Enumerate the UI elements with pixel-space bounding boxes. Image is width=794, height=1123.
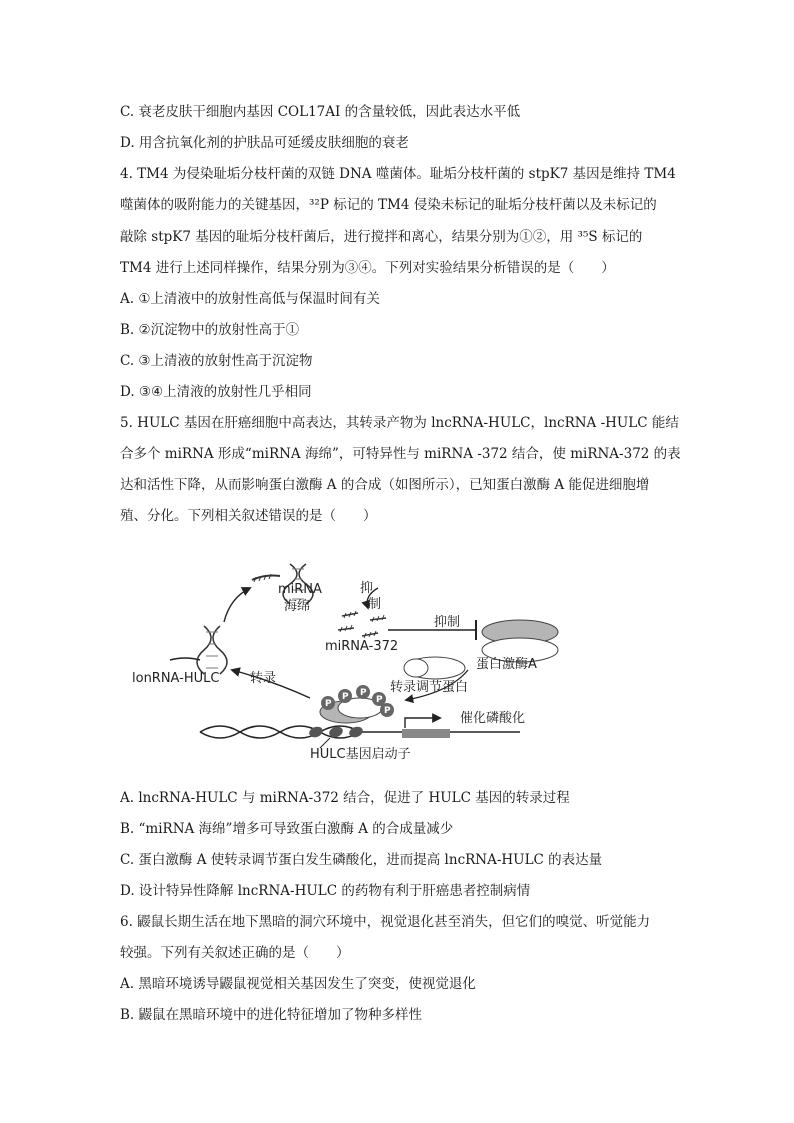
inhibit-label: 抑 (360, 581, 374, 596)
option-3d: D. 用含抗氧化剂的护肤品可延缓皮肤细胞的衰老 (120, 135, 409, 151)
dna-helix (200, 725, 520, 739)
question-5-line-4: 殖、分化。下列相关叙述错误的是（ ） (120, 508, 377, 524)
option-4d: D. ③④上清液的放射性几乎相同 (120, 384, 312, 400)
phosphate-label: P (325, 699, 332, 709)
option-5b: B. “miRNA 海绵”增多可导致蛋白激酶 A 的合成量减少 (120, 821, 454, 837)
phosphate-label: P (360, 688, 367, 698)
phosphate-label: P (384, 706, 391, 716)
regulatory-protein-label: 转录调节蛋白 (390, 680, 469, 695)
phosphate-label: P (342, 692, 349, 702)
option-5c: C. 蛋白激酶 A 使转录调节蛋白发生磷酸化，进而提高 lncRNA-HULC 的表达量 (120, 852, 603, 868)
question-4-line-4: TM4 进行上述同样操作，结果分别为③④。下列对实验结果分析错误的是（ ） (120, 260, 615, 276)
transcription-label: 转录 (250, 671, 277, 686)
regulatory-protein-complex (320, 685, 394, 723)
lncrna-strand (170, 658, 200, 660)
question-6-line-2: 较强。下列有关叙述正确的是（ ） (120, 945, 350, 961)
question-5-line-2: 合多个 miRNA 形成“miRNA 海绵”，可特异性与 miRNA -372 结合，使 miRNA-372 的表 (120, 446, 681, 462)
lncrna-helix (197, 626, 227, 674)
phosphorylation-label: 催化磷酸化 (460, 711, 526, 726)
mirna-372-label: miRNA-372 (325, 639, 399, 654)
mirna-sponge-label: miRNA (278, 582, 322, 597)
gene-bar (402, 729, 450, 738)
phosphate-label: P (376, 695, 383, 705)
option-5d: D. 设计特异性降解 lncRNA-HULC 的药物有利于肝癌患者控制病情 (120, 883, 531, 899)
question-4-line-1: 4. TM4 为侵染耻垢分枝杆菌的双链 DNA 噬菌体。耻垢分枝杆菌的 stpK7 基因是维持 TM4 (120, 166, 676, 182)
mirna-sponge-label: 海绵 (284, 599, 311, 614)
question-5-line-3: 达和活性下降，从而影响蛋白激酶 A 的合成（如图所示），已知蛋白激酶 A 能促进细胞增 (120, 477, 650, 493)
option-6a: A. 黑暗环境诱导鼹鼠视觉相关基因发生了突变，使视觉退化 (120, 976, 476, 992)
question-4-line-3: 敲除 stpK7 基因的耻垢分枝杆菌后，进行搅拌和离心，结果分别为①②，用 ³⁵S 标记的 (120, 229, 643, 245)
option-4a: A. ①上清液中的放射性高低与保温时间有关 (120, 291, 380, 307)
question-4-line-2: 噬菌体的吸附能力的关键基因，³²P 标记的 TM4 侵染未标记的耻垢分枝杆菌以及未标记的 (120, 197, 657, 213)
mirna-372-fragments (338, 611, 386, 638)
lncrna-label: lonRNA-HULC (132, 671, 220, 686)
hulc-diagram (120, 560, 680, 775)
option-6b: B. 鼹鼠在黑暗环境中的进化特征增加了物种多样性 (120, 1007, 423, 1023)
question-5-line-1: 5. HULC 基因在肝癌细胞中高表达，其转录产物为 lncRNA-HULC，lncRNA -HULC 能结 (120, 415, 679, 431)
promoter-label: HULC基因启动子 (310, 747, 411, 762)
question-6-line-1: 6. 鼹鼠长期生活在地下黑暗的洞穴环境中，视觉退化甚至消失，但它们的嗅觉、听觉能力 (120, 914, 651, 930)
option-4c: C. ③上清液的放射性高于沉淀物 (120, 353, 313, 369)
protein-kinase-a-label: 蛋白激酶A (476, 657, 537, 672)
option-3c: C. 衰老皮肤干细胞内基因 COL17AI 的含量较低，因此表达水平低 (120, 104, 521, 120)
inhibit-label: 抑制 (434, 615, 461, 630)
inhibit-label: 制 (368, 597, 382, 612)
option-4b: B. ②沉淀物中的放射性高于① (120, 322, 300, 338)
option-5a: A. lncRNA-HULC 与 miRNA-372 结合，促进了 HULC 基因的转录过程 (120, 790, 570, 806)
protein-kinase-a (482, 620, 558, 662)
